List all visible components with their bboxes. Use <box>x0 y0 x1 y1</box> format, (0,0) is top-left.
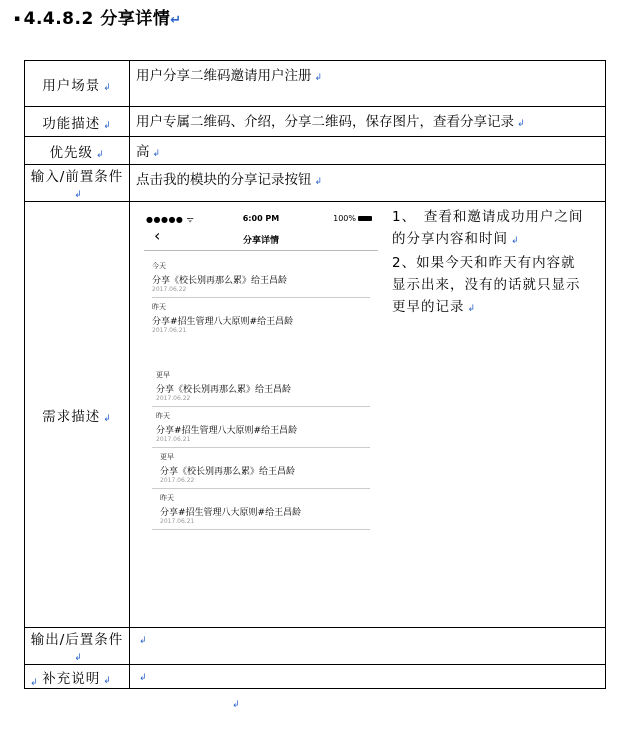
record-text: 分享#招生管理八大原则#给王昌龄 <box>160 508 302 518</box>
group-yesterday-3 <box>152 489 370 530</box>
requirement-point-1: 1、 查看和邀请成功用户之间的分享内容和时间 ↲ <box>392 209 584 247</box>
group-label: 昨天 <box>152 303 166 311</box>
nav-bar <box>144 228 378 251</box>
section-title: 分享详情 <box>100 9 171 29</box>
row-label: 输入/前置条件↲ <box>25 165 130 202</box>
row-label: 优先级 ↲ <box>25 137 130 165</box>
row-label: 补充说明 ↲ <box>25 665 130 689</box>
record-date: 2017.06.22 <box>156 395 191 402</box>
record-date: 2017.06.21 <box>152 327 187 334</box>
group-earlier-2 <box>152 448 370 489</box>
group-label: 更早 <box>160 453 174 461</box>
row-output <box>25 628 606 665</box>
group-label: 今天 <box>152 262 166 270</box>
nav-title: 分享详情 <box>242 236 279 246</box>
share-record[interactable] <box>152 380 370 407</box>
battery-indicator: 100% <box>333 214 372 223</box>
group-earlier <box>152 360 370 407</box>
share-record[interactable] <box>152 312 370 338</box>
record-date: 2017.06.21 <box>156 436 191 443</box>
record-text: 分享《校长别再那么累》给王昌龄 <box>152 276 288 286</box>
row-content: 点击我的模块的分享记录按钮 ↲ <box>130 165 606 202</box>
row-function <box>25 107 606 137</box>
group-label: 昨天 <box>156 412 170 420</box>
row-content: 高 ↲ <box>130 137 606 165</box>
row-content: ↲ <box>130 665 606 689</box>
record-text: 分享《校长别再那么累》给王昌龄 <box>160 467 296 477</box>
status-time: 6:00 PM <box>242 214 280 223</box>
paragraph-mark-icon: ↲ <box>30 678 38 688</box>
row-label: 输出/后置条件↲ <box>25 628 130 665</box>
record-date: 2017.06.21 <box>160 518 195 525</box>
section-heading <box>14 4 182 29</box>
group-label: 昨天 <box>160 494 174 502</box>
section-number: 4.4.8.2 <box>23 9 94 29</box>
status-bar <box>144 212 378 228</box>
group-today <box>152 251 370 298</box>
row-scene <box>25 61 606 107</box>
row-label: 需求描述 ↲ <box>25 202 130 628</box>
signal-icon: ●●●●● ᯤ <box>146 215 195 224</box>
record-text: 分享《校长别再那么累》给王昌龄 <box>156 385 292 395</box>
row-content <box>130 202 606 628</box>
row-label: 用户场景 ↲ <box>25 61 130 107</box>
share-record[interactable] <box>152 503 370 530</box>
spec-table <box>24 60 606 689</box>
record-text: 分享#招生管理八大原则#给王昌龄 <box>152 317 294 327</box>
battery-icon <box>358 216 372 221</box>
row-notes <box>25 665 606 689</box>
requirement-point-2: 2、如果今天和昨天有内容就显示出来，没有的话就只显示更早的记录 ↲ <box>392 255 581 315</box>
row-label: 功能描述 ↲ <box>25 107 130 137</box>
group-yesterday-2 <box>152 407 370 448</box>
paragraph-mark-icon: ↵ <box>170 13 182 28</box>
share-record[interactable] <box>152 421 370 448</box>
row-content: 用户分享二维码邀请用户注册 ↲ <box>130 61 606 107</box>
share-record[interactable] <box>152 462 370 489</box>
group-yesterday <box>152 298 370 338</box>
row-priority <box>25 137 606 165</box>
share-record[interactable] <box>152 271 370 298</box>
back-icon[interactable]: ‹ <box>154 226 161 245</box>
row-input <box>25 165 606 202</box>
requirement-text <box>392 206 588 320</box>
paragraph-mark-icon: ↲ <box>232 700 240 710</box>
record-date: 2017.06.22 <box>152 286 187 293</box>
row-content: ↲ <box>130 628 606 665</box>
group-label: 更早 <box>156 371 170 379</box>
heading-bullet: ▪ <box>14 14 21 24</box>
row-requirement <box>25 202 606 628</box>
record-date: 2017.06.22 <box>160 477 195 484</box>
record-text: 分享#招生管理八大原则#给王昌龄 <box>156 426 298 436</box>
phone-mockup <box>144 212 378 525</box>
row-content: 用户专属二维码、介绍，分享二维码，保存图片，查看分享记录 ↲ <box>130 107 606 137</box>
